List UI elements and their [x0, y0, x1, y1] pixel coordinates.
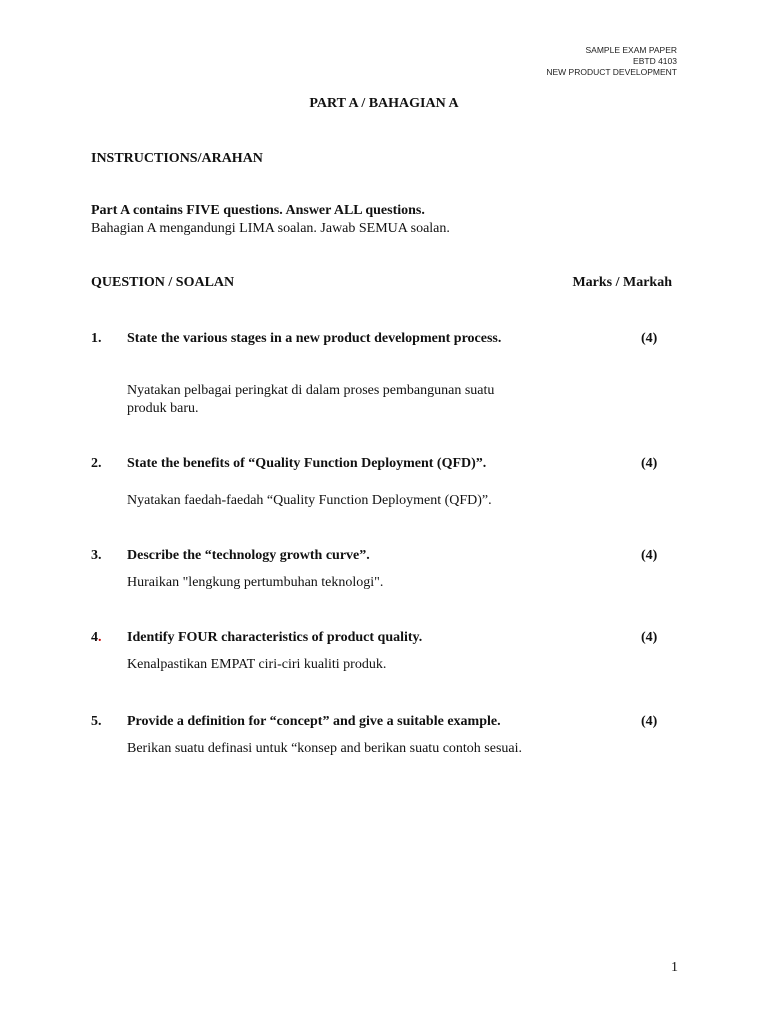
question-4-number-digit: 4 — [91, 630, 98, 645]
intro-malay: Bahagian A mengandungi LIMA soalan. Jawab SEMUA soalan. — [91, 221, 450, 236]
question-5-marks: (4) — [641, 714, 658, 729]
question-1-english: State the various stages in a new product development process. — [127, 331, 502, 346]
question-4-number — [91, 630, 102, 646]
question-5-number: 5. — [91, 714, 102, 729]
question-4-english: Identify FOUR characteristics of product quality. — [127, 630, 423, 645]
intro-english: Part A contains FIVE questions. Answer ALL questions. — [91, 203, 425, 218]
question-5-malay: Berikan suatu definasi untuk “konsep and berikan suatu contoh sesuai. — [127, 741, 523, 756]
question-4-marks: (4) — [641, 630, 658, 645]
question-2-marks: (4) — [641, 456, 658, 471]
question-2-english: State the benefits of “Quality Function Deployment (QFD)”. — [127, 456, 487, 471]
header-line-2: EBTD 4103 — [633, 56, 677, 66]
question-3-english: Describe the “technology growth curve”. — [127, 548, 370, 563]
instructions-heading: INSTRUCTIONS/ARAHAN — [91, 151, 263, 166]
question-4-malay: Kenalpastikan EMPAT ciri-ciri kualiti produk. — [127, 657, 387, 672]
header-line-1: SAMPLE EXAM PAPER — [585, 45, 677, 55]
document-header — [546, 45, 677, 78]
page-number: 1 — [671, 960, 678, 975]
question-1-marks: (4) — [641, 331, 658, 346]
question-3-marks: (4) — [641, 548, 658, 563]
question-1-malay: Nyatakan pelbagai peringkat di dalam proses pembangunan suatu produk baru. — [127, 383, 495, 416]
question-2-malay: Nyatakan faedah-faedah “Quality Function Deployment (QFD)”. — [127, 493, 492, 508]
question-column-header: QUESTION / SOALAN — [91, 275, 235, 290]
question-4-number-dot: . — [98, 630, 102, 645]
marks-column-header: Marks / Markah — [572, 275, 672, 290]
header-line-3: NEW PRODUCT DEVELOPMENT — [546, 67, 677, 77]
question-3-malay: Huraikan "lengkung pertumbuhan teknologi". — [127, 575, 384, 590]
question-1-number: 1. — [91, 331, 102, 346]
part-title: PART A / BAHAGIAN A — [309, 96, 459, 111]
question-2-number: 2. — [91, 456, 102, 471]
question-5-english: Provide a definition for “concept” and give a suitable example. — [127, 714, 501, 729]
question-3-number: 3. — [91, 548, 102, 563]
